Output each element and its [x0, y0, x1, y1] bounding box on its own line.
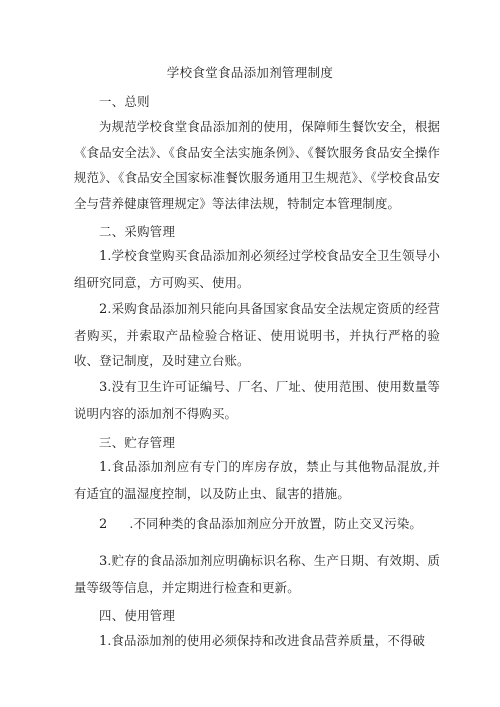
paragraph-general: 为规范学校食堂食品添加剂的使用，保障师生餐饮安全，根据《食品安全法》、《食品安全法实施条例》、《餐饮服务食品安全操作规范》、《食品安全国家标准餐饮服务通用卫生规范》、《学校食品安全与营养健康管理规定》等法律法规，特制定本管理制度。 [74, 119, 440, 211]
item-number: 3 [99, 554, 108, 569]
item-number: 1 [99, 634, 108, 649]
paragraph-storage-1 [74, 454, 440, 506]
item-number: 2 [99, 517, 108, 532]
section-heading-procurement: 二、采购管理 [99, 224, 176, 239]
item-number: 2 [99, 302, 108, 317]
item-number: 3 [99, 380, 108, 395]
item-text: .食品添加剂的使用必须保持和改进食品营养质量，不得破 [107, 633, 426, 648]
item-number: 1 [99, 460, 108, 475]
document-title: 学校食堂食品添加剂管理制度 [166, 65, 334, 80]
paragraph-procurement-3 [74, 374, 440, 426]
item-text: .不同种类的食品添加剂应分开放置，防止交叉污染。 [129, 516, 422, 531]
paragraph-procurement-2 [74, 296, 440, 374]
item-text: .学校食堂购买食品添加剂必须经过学校食品安全卫生领导小组研究同意，方可购买、使用。 [74, 248, 440, 290]
paragraph-storage-3 [74, 548, 440, 600]
paragraph-usage-1 [74, 628, 440, 655]
section-heading-general: 一、总则 [99, 94, 150, 109]
item-text: .没有卫生许可证编号、厂名、厂址、使用范围、使用数量等说明内容的添加剂不得购买。 [74, 379, 440, 421]
item-text: .采购食品添加剂只能向具备国家食品安全法规定资质的经营者购买，并索取产品检验合格证、使用说明书，并执行严格的验收、登记制度，及时建立台账。 [74, 301, 440, 369]
item-text: .贮存的食品添加剂应明确标识名称、生产日期、有效期、质量等级等信息，并定期进行检查和更新。 [74, 553, 440, 595]
item-number: 1 [99, 249, 108, 264]
paragraph-storage-2 [74, 511, 440, 538]
section-heading-usage: 四、使用管理 [99, 608, 176, 623]
item-text: .食品添加剂应有专门的库房存放，禁止与其他物品混放,并有适宜的温湿度控制，以及防止虫、鼠害的措施。 [74, 459, 440, 501]
section-heading-storage: 三、贮存管理 [99, 435, 176, 450]
paragraph-procurement-1 [74, 243, 440, 295]
